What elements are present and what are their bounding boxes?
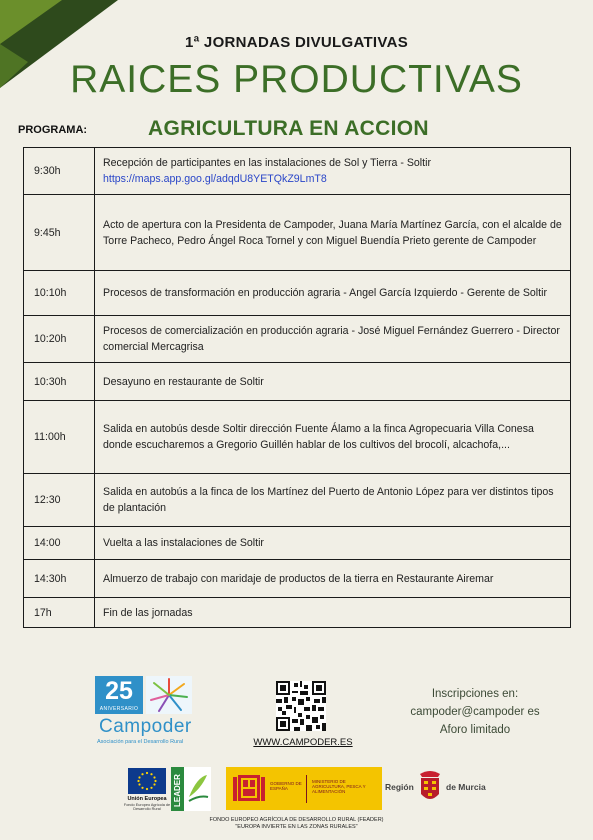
table-row <box>24 363 571 401</box>
capacity-note: Aforo limitado <box>439 724 511 736</box>
registration-email: campoder@campoder es <box>410 706 540 718</box>
time-cell: 14:00 <box>24 527 95 560</box>
time-cell: 14:30h <box>24 560 95 598</box>
activity-cell: Fin de las jornadas <box>95 598 571 628</box>
spain-coat-of-arms-icon <box>232 769 266 809</box>
activity-cell: Salida en autobús desde Soltir dirección Fuente Álamo a la finca Agropecuaria Villa Conesa donde escucharemos a Gregorio Guillén hablar de los cultivos del brocolí, alcachofa,... <box>95 401 571 474</box>
time-cell: 10:20h <box>24 316 95 363</box>
schedule-table <box>23 147 571 628</box>
activity-cell: Desayuno en restaurante de Soltir <box>95 363 571 401</box>
table-row <box>24 474 571 527</box>
table-row <box>24 148 571 195</box>
activity-text: Recepción de participantes en las instalaciones de Sol y Tierra - Soltir <box>103 157 431 169</box>
divider <box>306 775 307 803</box>
time-cell: 9:30h <box>24 148 95 195</box>
leader-logo-icon <box>171 767 211 811</box>
time-cell: 9:45h <box>24 195 95 271</box>
feader-line: FONDO EUROPEO AGRÍCOLA DE DESARROLLO RURAL (FEADER) <box>209 817 384 823</box>
activity-cell: Salida en autobús a la finca de los Martínez del Puerto de Antonio López para ver distintos tipos de plantación <box>95 474 571 527</box>
activity-cell <box>95 148 571 195</box>
eu-sublabel: Fondo Europeo Agrícola de Desarrollo Rural <box>123 803 171 811</box>
activity-cell: Almuerzo de trabajo con maridaje de productos de la tierra en Restaurante Airemar <box>95 560 571 598</box>
activity-cell: Procesos de comercialización en producción agraria - José Miguel Fernández Guerrero - Director comercial Mercagrisa <box>95 316 571 363</box>
gobierno-label: GOBIERNO DE ESPAÑA <box>270 781 302 791</box>
starburst-icon <box>146 676 192 714</box>
location-link[interactable]: https://maps.app.goo.gl/adqdU8YETQkZ9LmT8 <box>103 173 327 185</box>
event-edition-title: 1ª JORNADAS DIVULGATIVAS <box>184 34 409 51</box>
anniversary-word: ANIVERSARIO <box>99 706 139 712</box>
anniversary-badge <box>95 676 143 714</box>
murcia-crest-icon <box>416 768 444 806</box>
anniversary-number: 25 <box>105 677 133 705</box>
feader-motto: "EUROPA INVIERTE EN LAS ZONAS RURALES" <box>235 823 358 830</box>
murcia-label: de Murcia <box>446 782 486 792</box>
table-row <box>24 195 571 271</box>
registration-heading: Inscripciones en: <box>431 688 519 700</box>
qr-code-icon <box>276 681 326 731</box>
table-row <box>24 598 571 628</box>
table-row <box>24 527 571 560</box>
activity-cell: Procesos de transformación en producción agraria - Angel García Izquierdo - Gerente de Soltir <box>95 271 571 316</box>
registration-info <box>390 685 560 739</box>
feader-footnote <box>0 817 593 830</box>
region-label: Región <box>385 782 414 792</box>
leader-label: LEADER <box>173 774 182 807</box>
eu-flag-icon <box>128 768 166 794</box>
website-link[interactable]: WWW.CAMPODER.ES <box>253 737 353 748</box>
program-subtitle: AGRICULTURA EN ACCION <box>148 117 429 140</box>
campoder-tagline: Asociación para el Desarrollo Rural <box>97 739 184 745</box>
activity-cell: Acto de apertura con la Presidenta de Campoder, Juana María Martínez García, con el alcalde de Torre Pacheco, Pedro Ángel Roca Tornel y con Miguel Buendía Prieto gerente de Campoder <box>95 195 571 271</box>
government-logo <box>226 767 382 810</box>
time-cell: 11:00h <box>24 401 95 474</box>
time-cell: 10:10h <box>24 271 95 316</box>
campoder-brand: Campoder <box>99 716 192 737</box>
time-cell: 17h <box>24 598 95 628</box>
time-cell: 10:30h <box>24 363 95 401</box>
table-row <box>24 401 571 474</box>
campoder-anniversary-logo <box>95 676 200 746</box>
table-row <box>24 271 571 316</box>
ministry-label: MINISTERIO DE AGRICULTURA, PESCA Y ALIMENTACIÓN <box>312 779 366 794</box>
activity-cell: Vuelta a las instalaciones de Soltir <box>95 527 571 560</box>
page-title: RAICES PRODUCTIVAS <box>70 58 523 101</box>
time-cell: 12:30 <box>24 474 95 527</box>
programa-label: PROGRAMA: <box>18 124 88 136</box>
table-row <box>24 560 571 598</box>
table-row <box>24 316 571 363</box>
eu-label: Unión Europea <box>127 796 167 802</box>
